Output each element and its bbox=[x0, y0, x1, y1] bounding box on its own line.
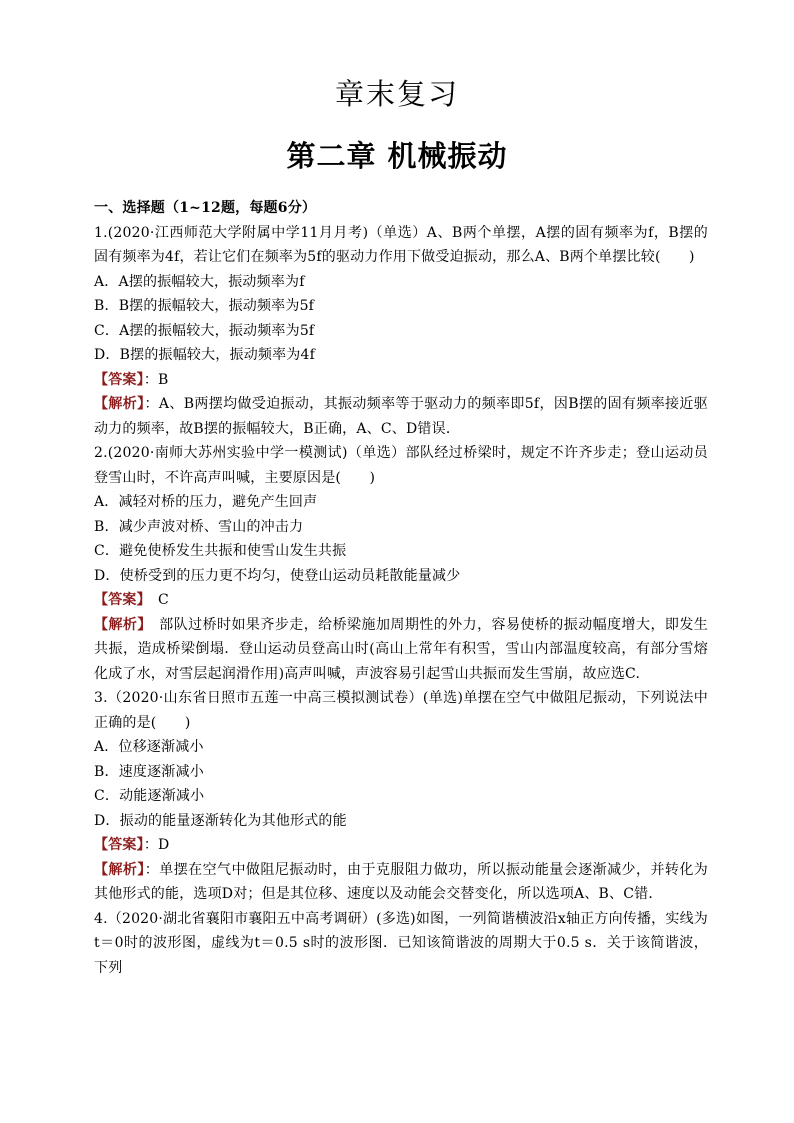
question-stem: 2.(2020·南师大苏州实验中学一模测试)（单选）部队经过桥梁时，规定不许齐步走；登山运动员登雪山时，不许高声叫喊，主要原因是( ) bbox=[94, 445, 708, 486]
option-c: C．避免使桥发生共振和使雪山发生共振 bbox=[94, 543, 347, 559]
document-body bbox=[94, 196, 708, 980]
option-d: D．B摆的振幅较大，振动频率为4f bbox=[94, 347, 316, 363]
option-a: A．A摆的振幅较大，振动频率为f bbox=[94, 273, 305, 290]
option-a: A．减轻对桥的压力，避免产生回声 bbox=[94, 494, 318, 510]
page-title: 章末复习 bbox=[334, 77, 459, 111]
question-stem: 1.(2020·江西师范大学附属中学11月月考)（单选）A、B两个单摆，A摆的固有频率为f，B摆的固有频率为4f，若让它们在频率为5f的驱动力作用下做受迫振动，那么A、B两个单摆比较( ) bbox=[94, 224, 708, 265]
option-b: B．减少声波对桥、雪山的冲击力 bbox=[94, 518, 304, 535]
option-d: D．使桥受到的压力更不均匀，使登山运动员耗散能量减少 bbox=[94, 567, 461, 584]
explanation-text: ：A、B两摆均做受迫振动，其振动频率等于驱动力的频率即5f，因B摆的固有频率接近驱动力的频率，故B摆的振幅较大，B正确，A、C、D错误． bbox=[94, 396, 708, 437]
explanation-text: 部队过桥时如果齐步走，给桥梁施加周期性的外力，容易使桥的振动幅度增大，即发生共振，造成桥梁倒塌．登山运动员登高山时(高山上常年有积雪，雪山内部温度较高，有部分雪熔化成了水，对雪层起润滑作用)高声叫喊，声波容易引起雪山共振而发生雪崩，故应选C. bbox=[94, 616, 708, 682]
answer-label: 【答案】 bbox=[94, 837, 144, 853]
answer-line bbox=[94, 368, 708, 393]
option-c: C．A摆的振幅较大，振动频率为5f bbox=[94, 322, 315, 339]
option-d: D．振动的能量逐渐转化为其他形式的能 bbox=[94, 812, 347, 829]
explanation-text: ：单摆在空气中做阻尼振动时，由于克服阻力做功，所以振动能量会逐渐减少，并转化为其他形式的能，选项D对；但是其位移、速度以及动能会交替变化，所以选项A、B、C错． bbox=[94, 861, 708, 902]
option-c: C．动能逐渐减小 bbox=[94, 788, 205, 804]
question-stem: 3.（2020·山东省日照市五莲一中高三模拟测试卷）(单选)单摆在空气中做阻尼振动，下列说法中正确的是( ) bbox=[94, 690, 708, 731]
explanation-line bbox=[94, 858, 708, 907]
explanation-line bbox=[94, 613, 708, 687]
option-a: A．位移逐渐减小 bbox=[94, 739, 204, 755]
answer-value: ：B bbox=[143, 371, 169, 388]
answer-value: ：D bbox=[143, 837, 170, 853]
answer-line bbox=[94, 833, 708, 858]
answer-label: 【答案】 bbox=[94, 592, 144, 608]
option-b: B．B摆的振幅较大，振动频率为5f bbox=[94, 298, 315, 314]
explanation-label: 【解析】 bbox=[94, 616, 145, 633]
answer-value: C bbox=[143, 592, 169, 608]
option-b: B．速度逐渐减小 bbox=[94, 763, 204, 780]
explanation-label: 【解析】 bbox=[94, 396, 145, 412]
answer-line bbox=[94, 588, 708, 613]
chapter-title: 第二章 机械振动 bbox=[286, 139, 508, 173]
section-heading: 一、选择题（1~12题，每题6分） bbox=[94, 200, 317, 216]
explanation-label: 【解析】 bbox=[94, 861, 145, 878]
question-stem: 4.（2020·湖北省襄阳市襄阳五中高考调研）(多选)如图，一列简谐横波沿x轴正方向传播，实线为t＝0时的波形图，虚线为t＝0.5 s时的波形图．已知该简谐波的周期大于0.5 s．关于该简谐波，下列 bbox=[94, 910, 708, 976]
explanation-line bbox=[94, 392, 708, 441]
answer-label: 【答案】 bbox=[94, 371, 144, 388]
